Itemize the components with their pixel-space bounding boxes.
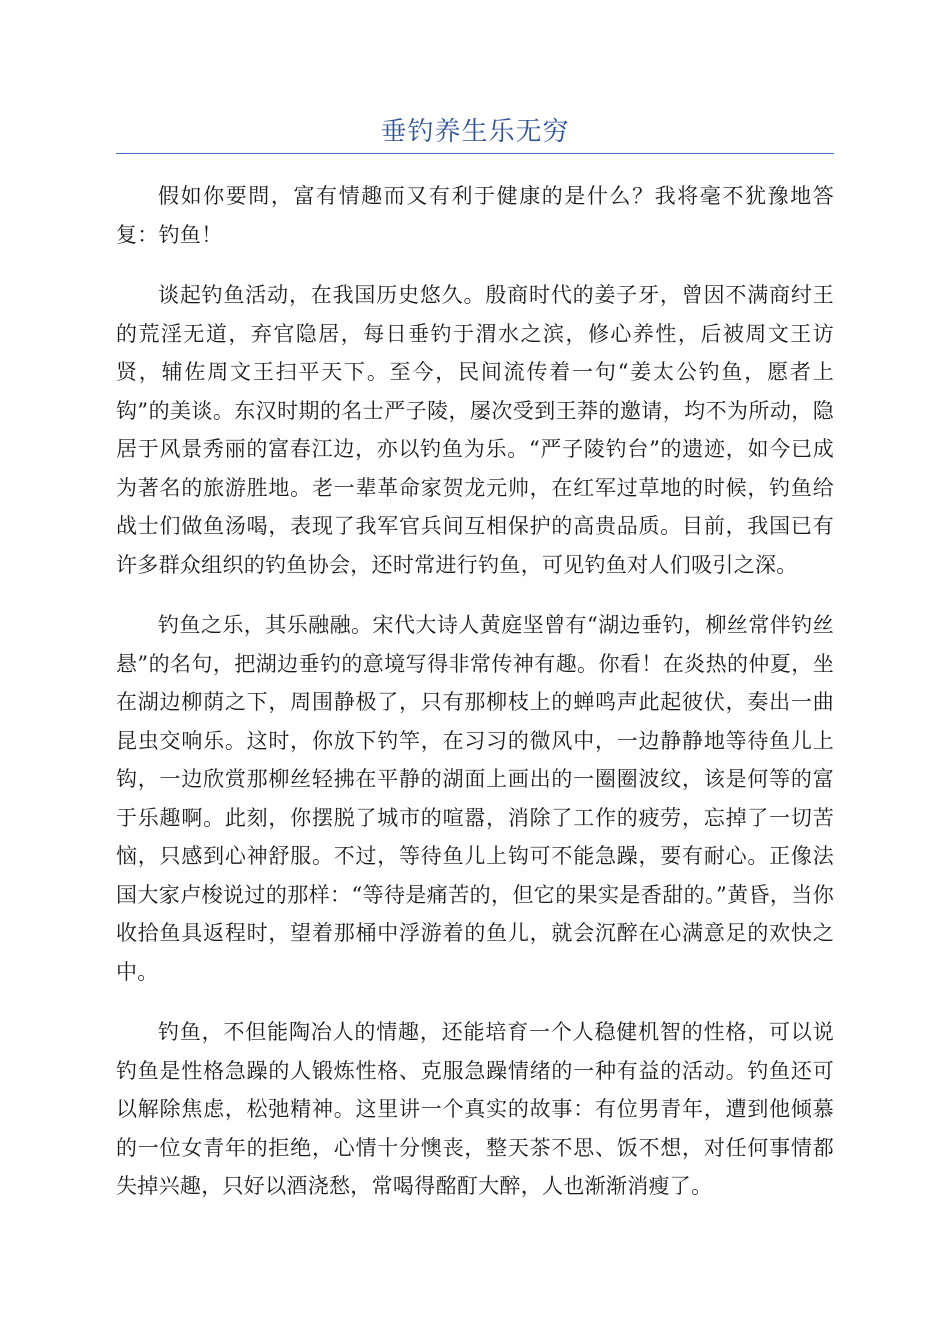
paragraph-1: 假如你要問，富有情趣而又有利于健康的是什么？我将毫不犹豫地答复：钓鱼！ — [116, 184, 834, 247]
document-body — [116, 177, 834, 1228]
paragraph-3: 钓鱼之乐，其乐融融。宋代大诗人黄庭坚曾有“湖边垂钓，柳丝常伴钓丝悬”的名句，把湖边垂钓的意境写得非常传神有趣。你看！在炎热的仲夏，坐在湖边柳荫之下，周围静极了，只有那柳枝上的蝉鸣声此起彼伏，奏出一曲昆虫交响乐。这时，你放下钓竿，在习习的微风中，一边静静地等待鱼儿上钩，一边欣赏那柳丝轻拂在平静的湖面上画出的一圈圈波纹，该是何等的富于乐趣啊。此刻，你摆脱了城市的喧嚣，消除了工作的疲劳，忘掉了一切苦恼，只感到心神舒服。不过，等待鱼儿上钩可不能急躁，要有耐心。正像法国大家卢梭说过的那样：“等待是痛苦的，但它的果实是香甜的。”黄昏，当你收拾鱼具返程时，望着那桶中浮游着的鱼儿，就会沉醉在心满意足的欢快之中。 — [116, 613, 834, 984]
paragraph-2: 谈起钓鱼活动，在我国历史悠久。殷商时代的姜子牙，曾因不满商纣王的荒淫无道，弃官隐居，每日垂钓于渭水之滨，修心养性，后被周文王访贤，辅佐周文王扫平天下。至今，民间流传着一句“姜太公钓鱼，愿者上钩”的美谈。东汉时期的名士严子陵，屡次受到王莽的邀请，均不为所动，隐居于风景秀丽的富春江边，亦以钓鱼为乐。“严子陵钓台”的遗迹，如今已成为著名的旅游胜地。老一辈革命家贺龙元帅，在红军过草地的时候，钓鱼给战士们做鱼汤喝，表现了我军官兵间互相保护的高贵品质。目前，我国已有许多群众组织的钓鱼协会，还时常进行钓鱼，可见钓鱼对人们吸引之深。 — [116, 283, 834, 577]
paragraph-4: 钓鱼，不但能陶冶人的情趣，还能培育一个人稳健机智的性格，可以说钓鱼是性格急躁的人锻炼性格、克服急躁情绪的一种有益的活动。钓鱼还可以解除焦虑，松弛精神。这里讲一个真实的故事：有位男青年，遭到他倾慕的一位女青年的拒绝，心情十分懊丧，整天茶不思、饭不想，对任何事情都失掉兴趣，只好以酒浇愁，常喝得酩酊大醉，人也渐渐消瘦了。 — [116, 1020, 834, 1198]
title-underline — [116, 153, 834, 154]
document-title: 垂钓养生乐无穷 — [380, 117, 570, 147]
